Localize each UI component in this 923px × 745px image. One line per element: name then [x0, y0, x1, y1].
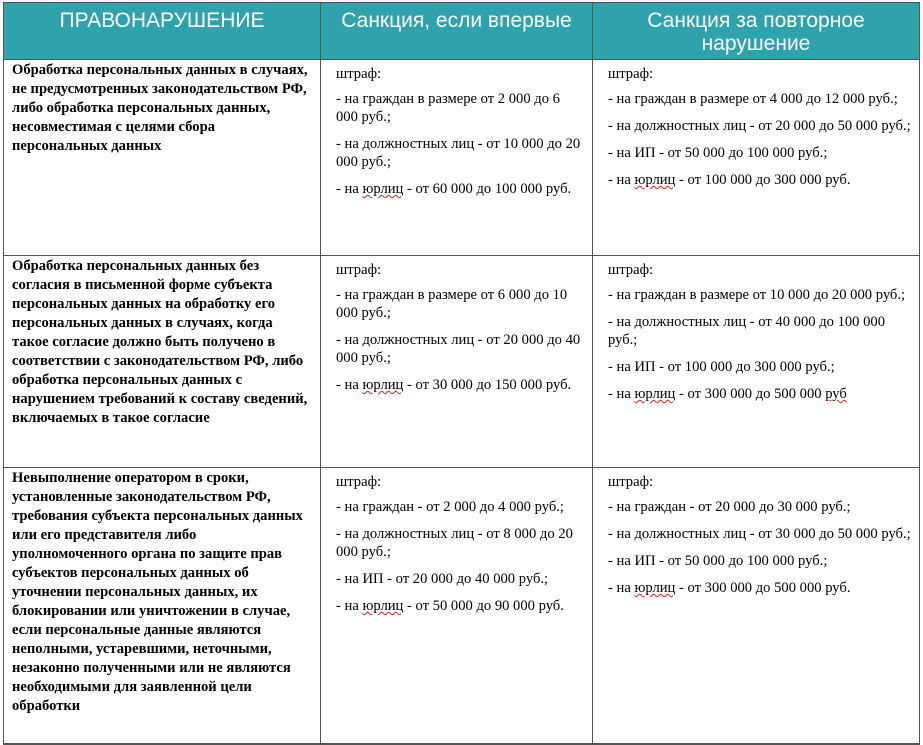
fine-line: - на ИП - от 20 000 до 40 000 руб.;	[336, 571, 549, 587]
fine-line	[336, 376, 584, 394]
fine-line	[608, 579, 911, 597]
fine-line-suffix: - от 300 000 до 500 000	[675, 386, 826, 402]
fine-line: - на должностных лиц - от 20 000 до 40 000 руб.;	[336, 332, 581, 366]
offense-cell: Невыполнение оператором в сроки, установленные законодательством РФ, требования субъекта персональных данных или его представителя либо уполномоченного органа по защите прав субъектов персональных данных об уточнении персональных данных, их блокировании или уничтожении в случае, если персональные данные являются неполными, устаревшими, неточными, незаконно полученными или не являются необходимыми для заявленной цели обработки	[4, 468, 321, 744]
offense-cell	[4, 744, 321, 745]
first-sanction-cell	[321, 60, 593, 256]
fine-line-suffix: - от 60 000 до 100 000 руб.	[403, 181, 572, 197]
table-row	[4, 60, 920, 256]
fine-line	[608, 171, 911, 189]
fine-line: - на ИП - от 100 000 до 300 000 руб.;	[608, 359, 835, 375]
fine-line: - на граждан - от 2 000 до 4 000 руб.;	[336, 499, 564, 515]
table-body	[4, 60, 920, 745]
fine-line: - на граждан в размере от 4 000 до 12 000 руб.;	[608, 91, 898, 107]
fine-line: - на граждан в размере от 6 000 до 10 000 руб.;	[336, 287, 568, 321]
sanctions-table	[3, 2, 920, 745]
fine-line: - на должностных лиц - от 8 000 до 20 000 руб.;	[336, 526, 573, 560]
fine-line: - на должностных лиц - от 10 000 до 20 000 руб.;	[336, 136, 581, 170]
fine-line-suffix: - от 30 000 до 150 000 руб.	[403, 377, 572, 393]
fine-line-suffix: - от 50 000 до 90 000 руб.	[403, 598, 564, 614]
fine-line-entity: юрлиц	[362, 377, 404, 393]
repeat-sanction-cell	[593, 256, 920, 468]
fine-line-currency: руб	[825, 386, 847, 402]
fine-line: - на граждан - от 20 000 до 30 000 руб.;	[608, 499, 851, 515]
fine-label: штраф:	[336, 66, 382, 82]
table-row	[4, 468, 920, 744]
fine-line-entity: юрлиц	[362, 181, 404, 197]
header-row	[4, 3, 920, 60]
repeat-sanction-cell	[593, 468, 920, 744]
fine-line	[608, 385, 911, 403]
fine-label: штраф:	[336, 262, 382, 278]
fine-line: - на граждан в размере от 10 000 до 20 000 руб.;	[608, 287, 906, 303]
offense-cell: Обработка персональных данных в случаях, не предусмотренных законодательством РФ, либо обработка персональных данных, несовместимая с целями сбора персональных данных	[4, 60, 321, 256]
fine-line: - на должностных лиц - от 30 000 до 50 000 руб.;	[608, 526, 911, 542]
first-sanction-cell	[321, 468, 593, 744]
fine-line: - на должностных лиц - от 20 000 до 50 000 руб.;	[608, 118, 911, 134]
fine-line-entity: юрлиц	[634, 172, 676, 188]
header-offense: ПРАВОНАРУШЕНИЕ	[4, 3, 321, 60]
fine-line-prefix: - на	[336, 377, 363, 393]
table-row-partial	[4, 744, 920, 745]
fine-line: - на ИП - от 50 000 до 100 000 руб.;	[608, 553, 828, 569]
fine-line-entity: юрлиц	[634, 580, 676, 596]
fine-line-suffix: - от 300 000 до 500 000 руб.	[675, 580, 851, 596]
fine-line	[336, 180, 584, 198]
fine-line-prefix: - на	[336, 181, 363, 197]
repeat-sanction-cell	[593, 60, 920, 256]
header-repeat-sanction: Санкция за повторное нарушение	[593, 3, 920, 60]
header-first-sanction: Санкция, если впервые	[321, 3, 593, 60]
offense-cell: Обработка персональных данных без согласия в письменной форме субъекта персональных данных на обработку его персональных данных в случаях, когда такое согласие должно быть получено в соответствии с законодательством РФ, либо обработка персональных данных с нарушением требований к составу сведений, включаемых в такое согласие	[4, 256, 321, 468]
fine-label: штраф:	[608, 262, 654, 278]
table-row	[4, 256, 920, 468]
fine-line-entity: юрлиц	[362, 598, 404, 614]
fine-line-prefix: - на	[608, 386, 635, 402]
first-sanction-cell	[321, 744, 593, 745]
fine-line-entity: юрлиц	[634, 386, 676, 402]
fine-label: штраф:	[336, 474, 382, 490]
repeat-sanction-cell	[593, 744, 920, 745]
fine-line-prefix: - на	[608, 172, 635, 188]
fine-label: штраф:	[608, 66, 654, 82]
fine-line-suffix: - от 100 000 до 300 000 руб.	[675, 172, 851, 188]
fine-line-prefix: - на	[608, 580, 635, 596]
fine-line-prefix: - на	[336, 598, 363, 614]
fine-line	[336, 597, 584, 615]
fine-line: - на ИП - от 50 000 до 100 000 руб.;	[608, 145, 828, 161]
first-sanction-cell	[321, 256, 593, 468]
fine-line: - на должностных лиц - от 40 000 до 100 000 руб.;	[608, 314, 885, 348]
fine-label: штраф:	[608, 474, 654, 490]
fine-line: - на граждан в размере от 2 000 до 6 000 руб.;	[336, 91, 560, 125]
